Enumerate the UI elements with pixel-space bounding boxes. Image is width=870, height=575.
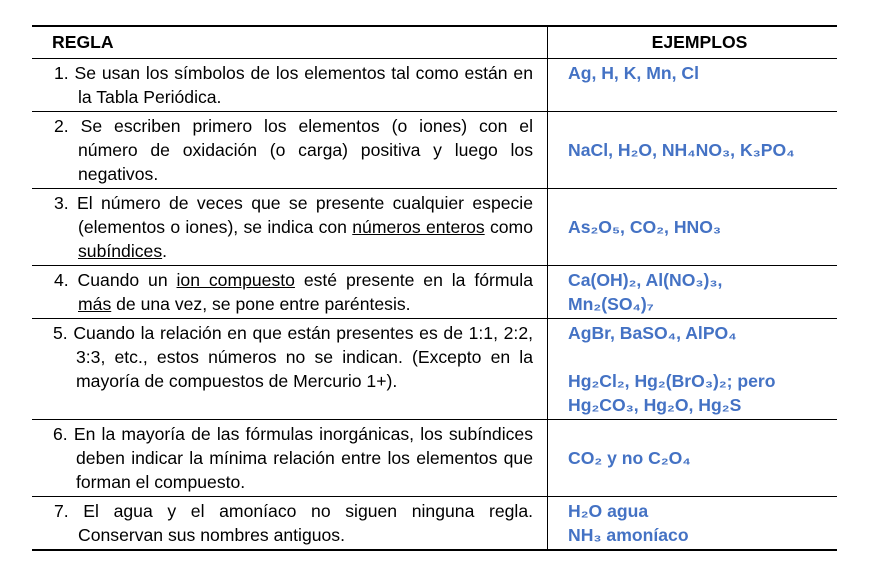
example-line: NaCl, H₂O, NH₄NO₃, K₃PO₄ xyxy=(568,140,795,160)
table-row xyxy=(32,420,837,497)
rule-underlined-text: números enteros xyxy=(352,217,485,237)
table-row xyxy=(32,497,837,549)
table-row xyxy=(32,266,837,319)
examples-cell xyxy=(548,266,837,318)
rule-cell xyxy=(32,59,548,111)
rule-cell xyxy=(32,266,548,318)
example-line: CO₂ y no C₂O₄ xyxy=(568,448,691,468)
rule-text: de una vez, se pone entre paréntesis. xyxy=(111,294,411,314)
example-line: H₂O agua xyxy=(568,501,649,521)
header-examples: EJEMPLOS xyxy=(651,32,748,52)
rule-text: 5. Cuando la relación en que están presentes es de 1:1, 2:2, 3:3, etc., estos números no se indican. (Excepto en la mayoría de compuestos de Mercurio 1+). xyxy=(53,323,533,391)
rule-cell xyxy=(32,319,548,419)
rule-text: 6. En la mayoría de las fórmulas inorgánicas, los subíndices deben indicar la mínima relación entre los elementos que forman el compuesto. xyxy=(53,424,533,492)
rule-text: 3. El número de veces que se presente cualquier especie (elementos o iones), se indica con xyxy=(54,193,533,237)
rules-table xyxy=(32,25,837,551)
example-line: As₂O₅, CO₂, HNO₃ xyxy=(568,217,722,237)
rule-cell xyxy=(32,112,548,188)
table-row xyxy=(32,59,837,112)
rule-text: 1. Se usan los símbolos de los elementos tal como están en la Tabla Periódica. xyxy=(54,63,533,107)
rule-cell xyxy=(32,497,548,549)
examples-cell xyxy=(548,497,837,549)
example-line: Ca(OH)₂, Al(NO₃)₃, xyxy=(568,270,723,290)
examples-cell xyxy=(548,420,837,496)
rule-text: esté presente en la fórmula xyxy=(294,270,533,290)
table-row xyxy=(32,112,837,189)
rule-text: 2. Se escriben primero los elementos (o iones) con el número de oxidación (o carga) positiva y luego los negativos. xyxy=(54,116,533,184)
table-header-row xyxy=(32,27,837,59)
table-row xyxy=(32,189,837,266)
rule-text: como xyxy=(484,217,533,237)
rule-text: 7. El agua y el amoníaco no siguen ninguna regla. Conservan sus nombres antiguos. xyxy=(54,501,533,545)
examples-cell xyxy=(548,319,837,419)
rule-underlined-text: ion compuesto xyxy=(176,270,295,290)
rule-text: . xyxy=(162,241,168,261)
example-line: Hg₂Cl₂, Hg₂(BrO₃)₂; pero xyxy=(568,371,776,391)
rule-cell xyxy=(32,189,548,265)
example-line: Hg₂CO₃, Hg₂O, Hg₂S xyxy=(568,395,742,415)
example-line: Ag, H, K, Mn, Cl xyxy=(568,63,699,83)
example-line: AgBr, BaSO₄, AlPO₄ xyxy=(568,323,737,343)
examples-cell xyxy=(548,189,837,265)
rule-cell xyxy=(32,420,548,496)
example-line: Mn₂(SO₄)₇ xyxy=(568,294,654,314)
rule-text: 4. Cuando un xyxy=(54,270,177,290)
table-row xyxy=(32,319,837,420)
examples-cell xyxy=(548,112,837,188)
rule-underlined-text: más xyxy=(78,294,112,314)
rule-underlined-text: subíndices xyxy=(78,241,163,261)
examples-cell xyxy=(548,59,837,111)
example-line: NH₃ amoníaco xyxy=(568,525,689,545)
header-rule: REGLA xyxy=(32,27,548,58)
